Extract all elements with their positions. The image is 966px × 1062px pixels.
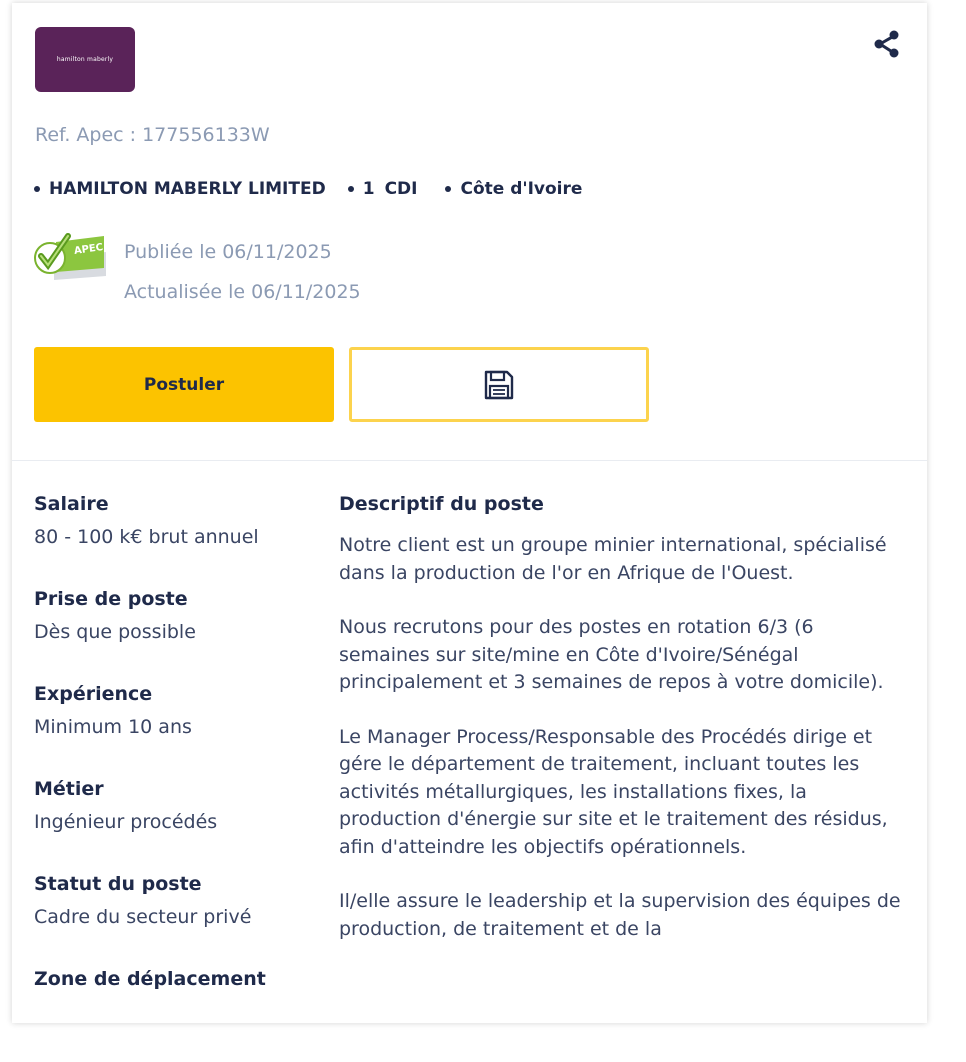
meta-contract <box>348 179 418 199</box>
published-date: Publiée le 06/11/2025 <box>124 241 332 263</box>
share-button[interactable] <box>872 29 902 59</box>
description-paragraph: Notre client est un groupe minier international, spécialisé dans la production de l'or en Afrique de l'Ouest. <box>339 534 887 584</box>
company-logo <box>35 27 135 92</box>
description-paragraph: Le Manager Process/Responsable des Procédés dirige et gére le département de traitement, incluant toutes les activités métallurgiques, les installations fixes, la production d'énergie sur site et le traitement des résidus, afin d'atteindre les objectifs opérationnels. <box>339 725 888 858</box>
offer-reference: Ref. Apec : 177556133W <box>35 124 270 146</box>
apec-quality-badge <box>34 230 108 282</box>
detail-label: Métier <box>34 778 104 800</box>
apply-button[interactable]: Postuler <box>34 347 334 422</box>
meta-location <box>445 179 582 199</box>
job-details <box>34 492 314 1062</box>
detail-travel-zone <box>34 967 314 1062</box>
detail-label: Salaire <box>34 493 109 515</box>
bullet-icon <box>348 186 354 192</box>
meta-company <box>34 179 326 199</box>
detail-value: Ingénieur procédés <box>34 811 218 833</box>
description-title: Descriptif du poste <box>339 493 544 515</box>
detail-experience <box>34 682 314 777</box>
description-paragraph: Il/elle assure le leadership et la supervision des équipes de production, de traitement et de la <box>339 890 901 940</box>
share-icon <box>872 29 902 59</box>
offer-dates <box>124 232 361 312</box>
detail-value: Cadre du secteur privé <box>34 906 252 928</box>
job-description <box>339 492 904 970</box>
detail-value: Minimum 10 ans <box>34 716 192 738</box>
save-offer-button[interactable] <box>349 347 649 422</box>
bullet-icon <box>34 186 40 192</box>
description-paragraph: Nous recrutons pour des postes en rotation 6/3 (6 semaines sur site/mine en Côte d'Ivoire/Sénégal principalement et 3 semaines de repos à votre domicile). <box>339 616 884 693</box>
detail-label: Expérience <box>34 683 153 705</box>
offer-meta <box>34 179 582 199</box>
company-name: HAMILTON MABERLY LIMITED <box>49 179 326 199</box>
detail-start-date <box>34 587 314 682</box>
job-location: Côte d'Ivoire <box>460 179 583 199</box>
bullet-icon <box>445 186 451 192</box>
detail-label: Prise de poste <box>34 588 188 610</box>
position-count: 1 <box>362 179 375 199</box>
badge-text: APEC <box>73 242 104 257</box>
detail-label: Statut du poste <box>34 873 202 895</box>
detail-value <box>34 997 314 1062</box>
contract-type: CDI <box>384 179 418 199</box>
job-offer-card <box>12 3 927 1023</box>
section-divider <box>12 460 927 461</box>
detail-label: Zone de déplacement <box>34 968 266 990</box>
company-logo-text: hamilton maberly <box>56 56 114 63</box>
detail-value: Dès que possible <box>34 621 196 643</box>
floppy-disk-icon <box>483 369 515 401</box>
detail-job-field <box>34 777 314 872</box>
detail-value: 80 - 100 k€ brut annuel <box>34 526 259 548</box>
detail-salary <box>34 492 314 587</box>
updated-date: Actualisée le 06/11/2025 <box>124 281 361 303</box>
detail-status <box>34 872 314 967</box>
